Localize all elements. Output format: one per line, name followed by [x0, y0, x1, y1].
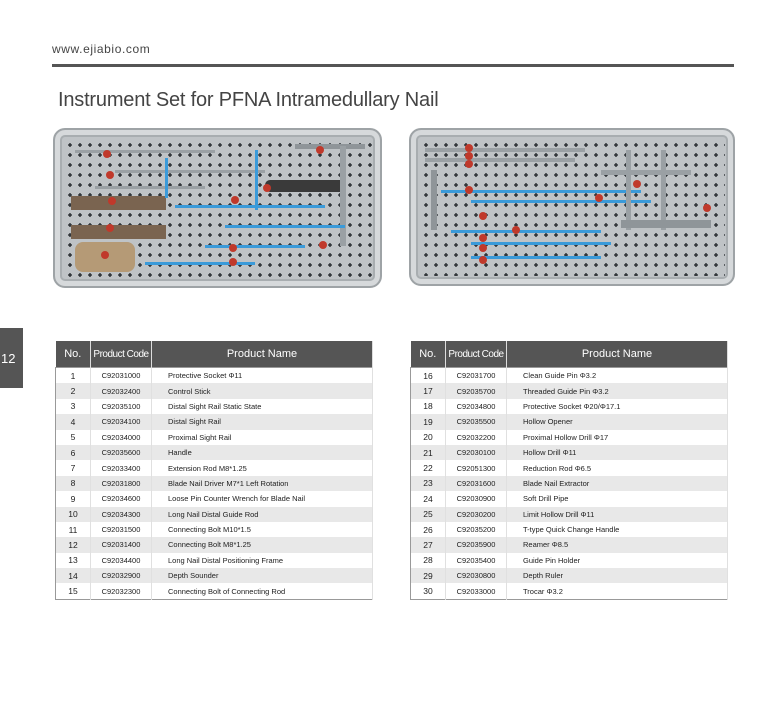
table-row [56, 476, 373, 491]
table-row [56, 445, 373, 460]
cell-no: 15 [56, 583, 91, 599]
cell-product-code: C92035900 [446, 537, 507, 552]
table-row [411, 537, 728, 552]
table-row [56, 491, 373, 506]
table-row [56, 537, 373, 552]
table-row [56, 414, 373, 429]
header-product-name: Product Name [152, 341, 373, 368]
tray-1-illustration [55, 130, 380, 286]
cell-no: 11 [56, 522, 91, 537]
cell-product-code: C92051300 [446, 460, 507, 475]
cell-product-name: Proximal Hollow Drill Φ17 [507, 430, 728, 445]
cell-no: 22 [411, 460, 446, 475]
cell-no: 21 [411, 445, 446, 460]
cell-product-code: C92032300 [91, 583, 152, 599]
table-row [411, 568, 728, 583]
table-row [411, 522, 728, 537]
cell-no: 14 [56, 568, 91, 583]
cell-product-name: Hollow Drill Φ11 [507, 445, 728, 460]
cell-product-code: C92031400 [91, 537, 152, 552]
cell-product-name: Connecting Bolt M10*1.5 [152, 522, 373, 537]
cell-no: 4 [56, 414, 91, 429]
cell-product-name: Blade Nail Driver M7*1 Left Rotation [152, 476, 373, 491]
cell-product-name: Soft Drill Pipe [507, 491, 728, 506]
cell-product-name: Loose Pin Counter Wrench for Blade Nail [152, 491, 373, 506]
cell-product-code: C92034300 [91, 507, 152, 522]
table-1-body [56, 368, 373, 600]
cell-product-code: C92031800 [91, 476, 152, 491]
cell-product-name: Reduction Rod Φ6.5 [507, 460, 728, 475]
cell-no: 18 [411, 399, 446, 414]
cell-no: 10 [56, 507, 91, 522]
cell-product-name: Proximal Sight Rail [152, 430, 373, 445]
header-rule [52, 64, 734, 67]
cell-no: 12 [56, 537, 91, 552]
header-product-code: Product Code [91, 341, 152, 368]
cell-no: 5 [56, 430, 91, 445]
cell-no: 6 [56, 445, 91, 460]
table-row [411, 414, 728, 429]
cell-product-name: Connecting Bolt M8*1.25 [152, 537, 373, 552]
header-no: No. [56, 341, 91, 368]
cell-no: 23 [411, 476, 446, 491]
cell-product-name: Extension Rod M8*1.25 [152, 460, 373, 475]
cell-no: 8 [56, 476, 91, 491]
cell-no: 19 [411, 414, 446, 429]
website-url: www.ejiabio.com [52, 42, 151, 56]
header-product-name: Product Name [507, 341, 728, 368]
header-no: No. [411, 341, 446, 368]
table-row [56, 399, 373, 414]
instrument-tray-photo-2 [409, 128, 735, 286]
cell-product-name: Depth Sounder [152, 568, 373, 583]
table-row [411, 430, 728, 445]
cell-no: 26 [411, 522, 446, 537]
cell-no: 9 [56, 491, 91, 506]
cell-product-code: C92030900 [446, 491, 507, 506]
cell-product-name: Hollow Opener [507, 414, 728, 429]
cell-product-code: C92033400 [91, 460, 152, 475]
cell-product-name: Protective Socket Φ20/Φ17.1 [507, 399, 728, 414]
cell-product-name: Connecting Bolt of Connecting Rod [152, 583, 373, 599]
cell-no: 17 [411, 383, 446, 398]
cell-product-code: C92035700 [446, 383, 507, 398]
table-row [56, 583, 373, 599]
table-row [56, 522, 373, 537]
cell-product-name: T-type Quick Change Handle [507, 522, 728, 537]
cell-product-name: Distal Sight Rail [152, 414, 373, 429]
product-table-2 [410, 341, 728, 600]
cell-product-code: C92030100 [446, 445, 507, 460]
table-row [56, 383, 373, 398]
cell-no: 2 [56, 383, 91, 398]
table-row [411, 507, 728, 522]
table-row [56, 553, 373, 568]
cell-no: 7 [56, 460, 91, 475]
cell-product-code: C92030800 [446, 568, 507, 583]
cell-product-code: C92032200 [446, 430, 507, 445]
table-row [411, 368, 728, 384]
cell-product-code: C92035100 [91, 399, 152, 414]
cell-product-name: Distal Sight Rail Static State [152, 399, 373, 414]
cell-product-code: C92031600 [446, 476, 507, 491]
table-2-body [411, 368, 728, 600]
page-title: Instrument Set for PFNA Intramedullary Nail [58, 89, 439, 111]
cell-product-name: Reamer Φ8.5 [507, 537, 728, 552]
cell-product-code: C92034800 [446, 399, 507, 414]
cell-product-code: C92035500 [446, 414, 507, 429]
cell-product-code: C92032900 [91, 568, 152, 583]
cell-product-code: C92034000 [91, 430, 152, 445]
page-number-tab [0, 328, 23, 388]
cell-product-name: Handle [152, 445, 373, 460]
cell-product-name: Long Nail Distal Guide Rod [152, 507, 373, 522]
table-row [411, 445, 728, 460]
cell-no: 1 [56, 368, 91, 384]
table-row [411, 491, 728, 506]
cell-product-code: C92031000 [91, 368, 152, 384]
cell-product-name: Limit Hollow Drill Φ11 [507, 507, 728, 522]
cell-no: 29 [411, 568, 446, 583]
table-row [411, 460, 728, 475]
table-row [411, 583, 728, 599]
cell-product-code: C92030200 [446, 507, 507, 522]
cell-product-code: C92034400 [91, 553, 152, 568]
cell-product-code: C92031700 [446, 368, 507, 384]
cell-product-code: C92031500 [91, 522, 152, 537]
cell-no: 13 [56, 553, 91, 568]
cell-product-code: C92033000 [446, 583, 507, 599]
header-product-code: Product Code [446, 341, 507, 368]
instrument-tray-photo-1 [53, 128, 382, 288]
table-row [56, 430, 373, 445]
cell-product-name: Clean Guide Pin Φ3.2 [507, 368, 728, 384]
cell-no: 28 [411, 553, 446, 568]
cell-product-code: C92035400 [446, 553, 507, 568]
cell-product-code: C92034100 [91, 414, 152, 429]
cell-product-code: C92035200 [446, 522, 507, 537]
cell-no: 24 [411, 491, 446, 506]
cell-product-name: Depth Ruler [507, 568, 728, 583]
cell-no: 30 [411, 583, 446, 599]
cell-product-name: Trocar Φ3.2 [507, 583, 728, 599]
table-row [56, 507, 373, 522]
table-row [411, 399, 728, 414]
cell-no: 3 [56, 399, 91, 414]
cell-product-code: C92032400 [91, 383, 152, 398]
table-row [411, 553, 728, 568]
cell-product-name: Guide Pin Holder [507, 553, 728, 568]
product-table-1 [55, 341, 373, 600]
cell-product-code: C92034600 [91, 491, 152, 506]
cell-product-name: Protective Socket Φ11 [152, 368, 373, 384]
cell-product-name: Threaded Guide Pin Φ3.2 [507, 383, 728, 398]
table-row [411, 476, 728, 491]
cell-no: 20 [411, 430, 446, 445]
cell-product-name: Blade Nail Extractor [507, 476, 728, 491]
page-number: 12 [1, 350, 16, 366]
cell-product-name: Control Stick [152, 383, 373, 398]
table-row [56, 460, 373, 475]
cell-product-code: C92035600 [91, 445, 152, 460]
cell-no: 27 [411, 537, 446, 552]
cell-no: 16 [411, 368, 446, 384]
table-row [411, 383, 728, 398]
cell-no: 25 [411, 507, 446, 522]
table-row [56, 368, 373, 384]
tray-2-illustration [411, 130, 733, 284]
cell-product-name: Long Nail Distal Positioning Frame [152, 553, 373, 568]
table-row [56, 568, 373, 583]
